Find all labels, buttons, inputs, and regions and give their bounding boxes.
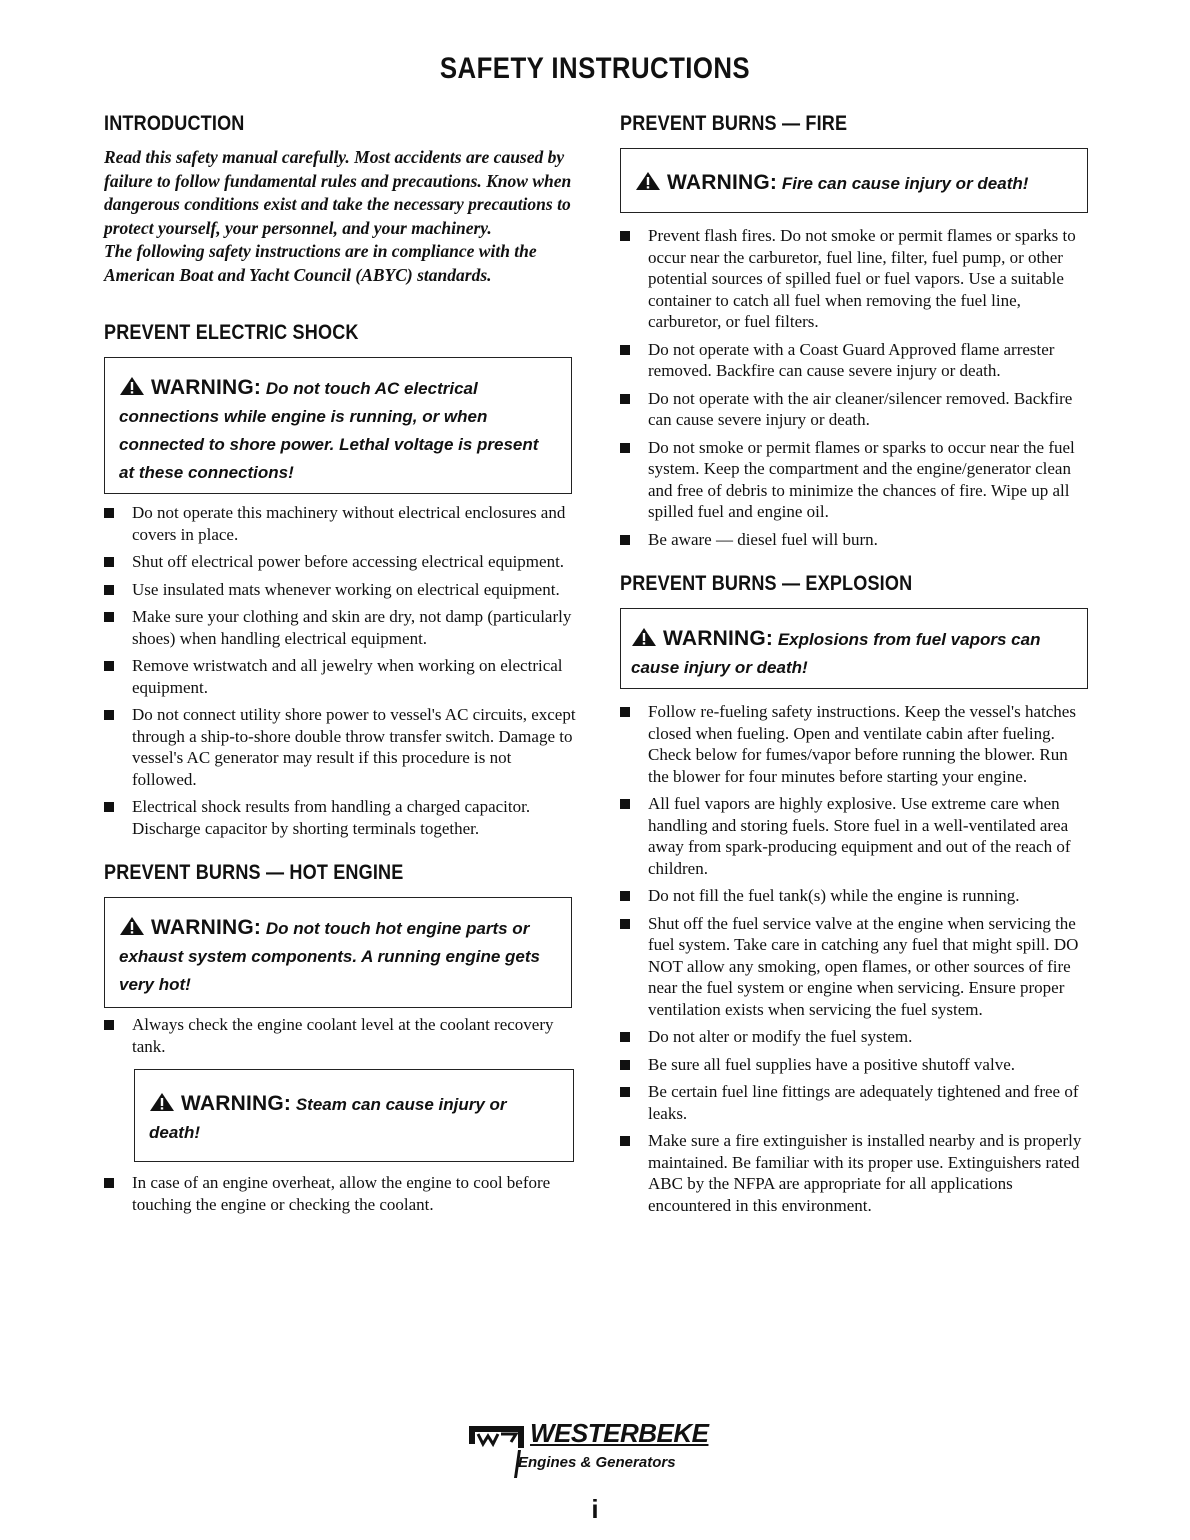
list-item: Make sure your clothing and skin are dry, not damp (particularly shoes) when handling electrical equipment. [104,606,576,649]
fire-warning-box [620,148,1088,213]
list-item: Use insulated mats whenever working on electrical equipment. [104,579,576,601]
list-item: Be aware — diesel fuel will burn. [620,529,1090,551]
bullet-icon [104,1020,114,1030]
introduction-text [104,146,576,287]
list-item: Do not smoke or permit flames or sparks to occur near the fuel system. Keep the compartment and the engine/generator clean and free of debris to minimize the chances of fire. Wipe up all spilled fuel and engine oil. [620,437,1090,523]
fire-heading: PREVENT BURNS — FIRE [620,112,848,135]
warning-message: Do not touch AC electrical connections while engine is running, or when connected to shore power. Lethal voltage is present at these connections! [119,379,539,482]
electric-shock-list [104,502,576,839]
introduction-paragraph: Read this safety manual carefully. Most accidents are caused by failure to follow fundamental rules and precautions. Know when dangerous conditions exist and take the necessary precautions to protect yourself, your personnel, and your machinery. [104,147,572,238]
explosion-warning-box [620,608,1088,689]
list-item: Always check the engine coolant level at the coolant recovery tank. [104,1014,576,1057]
electric-shock-heading: PREVENT ELECTRIC SHOCK [104,321,359,344]
electric-shock-warning-box [104,357,572,494]
list-item: Prevent flash fires. Do not smoke or permit flames or sparks to occur near the carburetor, fuel line, filter, fuel pump, or other potential sources of spilled fuel or fuel vapors. Use a suitable container to catch all fuel when removing the fuel line, carburetor, or fuel filters. [620,225,1090,333]
westerbeke-logo-icon [466,1420,530,1484]
steam-warning-box [134,1069,574,1162]
bullet-icon [620,1136,630,1146]
bullet-icon [104,1178,114,1188]
warning-triangle-icon [635,171,661,191]
list-item: Be sure all fuel supplies have a positive shutoff valve. [620,1054,1090,1076]
warning-message: Fire can cause injury or death! [781,174,1029,193]
list-item: Electrical shock results from handling a charged capacitor. Discharge capacitor by shorting terminals together. [104,796,576,839]
list-item: In case of an engine overheat, allow the engine to cool before touching the engine or checking the coolant. [104,1172,576,1215]
introduction-heading: INTRODUCTION [104,112,245,135]
list-item: Shut off the fuel service valve at the engine when servicing the fuel system. Take care in catching any fuel that might spill. DO NOT allow any smoking, open flames, or other sources of fire near the fuel system or engine when servicing. Ensure proper ventilation exists when servicing the fuel system. [620,913,1090,1021]
list-item: All fuel vapors are highly explosive. Use extreme care when handling and storing fuels. Store fuel in a well-ventilated area away from spark-producing equipment and out of the reach of children. [620,793,1090,879]
bullet-icon [104,585,114,595]
bullet-icon [620,707,630,717]
introduction-section [104,112,576,287]
warning-triangle-icon [119,376,145,396]
bullet-icon [104,710,114,720]
hot-engine-section [104,861,576,1215]
westerbeke-logo [466,1418,726,1492]
warning-message: Explosions from fuel vapors can cause injury or death! [631,630,1041,677]
list-item: Do not fill the fuel tank(s) while the engine is running. [620,885,1090,907]
warning-text [149,1090,559,1147]
warning-message: Steam can cause injury or death! [149,1095,507,1142]
warning-label: WARNING: [151,916,262,939]
bullet-icon [104,508,114,518]
warning-text [119,374,557,487]
bullet-icon [620,1060,630,1070]
explosion-section [620,572,1090,1216]
bullet-icon [104,802,114,812]
hot-engine-warning-box [104,897,572,1008]
bullet-icon [620,231,630,241]
warning-label: WARNING: [151,376,262,399]
page-number: i [591,1494,599,1524]
bullet-icon [620,443,630,453]
page-title: SAFETY INSTRUCTIONS [439,52,751,85]
warning-triangle-icon [149,1092,175,1112]
bullet-icon [620,535,630,545]
warning-triangle-icon [631,627,657,647]
warning-text [635,169,1073,198]
fire-section [620,112,1090,550]
explosion-heading: PREVENT BURNS — EXPLOSION [620,572,913,595]
list-item: Shut off electrical power before accessing electrical equipment. [104,551,576,573]
brand-tagline: Engines & Generators [518,1454,676,1471]
left-column [104,112,576,1221]
overheat-list [104,1172,576,1215]
bullet-icon [620,1032,630,1042]
list-item: Follow re-fueling safety instructions. Keep the vessel's hatches closed when fueling. Open and ventilate cabin after fueling. Check below for fumes/vapor before running the blower. Run the blower for four minutes before starting your engine. [620,701,1090,787]
warning-label: WARNING: [663,627,774,650]
list-item: Do not connect utility shore power to vessel's AC circuits, except through a ship-to-shore double throw transfer switch. Damage to vessel's AC generator may result if this procedure is not followed. [104,704,576,790]
bullet-icon [620,919,630,929]
bullet-icon [620,891,630,901]
brand-name: WESTERBEKE [530,1418,709,1448]
bullet-icon [620,394,630,404]
bullet-icon [104,661,114,671]
bullet-icon [104,557,114,567]
fire-list [620,225,1090,550]
electric-shock-section [104,321,576,839]
list-item: Be certain fuel line fittings are adequately tightened and free of leaks. [620,1081,1090,1124]
warning-label: WARNING: [181,1092,292,1115]
list-item: Make sure a fire extinguisher is installed nearby and is properly maintained. Be familiar with its proper use. Extinguishers rated ABC by the NFPA are appropriate for all applications encountered in this environment. [620,1130,1090,1216]
compliance-paragraph: The following safety instructions are in compliance with the American Boat and Yacht Council (ABYC) standards. [104,241,537,285]
warning-text [631,625,1077,682]
list-item: Do not operate with a Coast Guard Approved flame arrester removed. Backfire can cause severe injury or death. [620,339,1090,382]
bullet-icon [620,1087,630,1097]
warning-label: WARNING: [667,171,778,194]
hot-engine-heading: PREVENT BURNS — HOT ENGINE [104,861,404,884]
warning-triangle-icon [119,916,145,936]
warning-text [119,914,557,999]
bullet-icon [620,345,630,355]
hot-engine-list [104,1014,576,1057]
list-item: Do not operate this machinery without electrical enclosures and covers in place. [104,502,576,545]
bullet-icon [620,799,630,809]
list-item: Do not operate with the air cleaner/silencer removed. Backfire can cause severe injury or death. [620,388,1090,431]
warning-message: Do not touch hot engine parts or exhaust system components. A running engine gets very hot! [119,919,540,994]
bullet-icon [104,612,114,622]
explosion-list [620,701,1090,1216]
list-item: Do not alter or modify the fuel system. [620,1026,1090,1048]
right-column [620,112,1090,1222]
list-item: Remove wristwatch and all jewelry when working on electrical equipment. [104,655,576,698]
